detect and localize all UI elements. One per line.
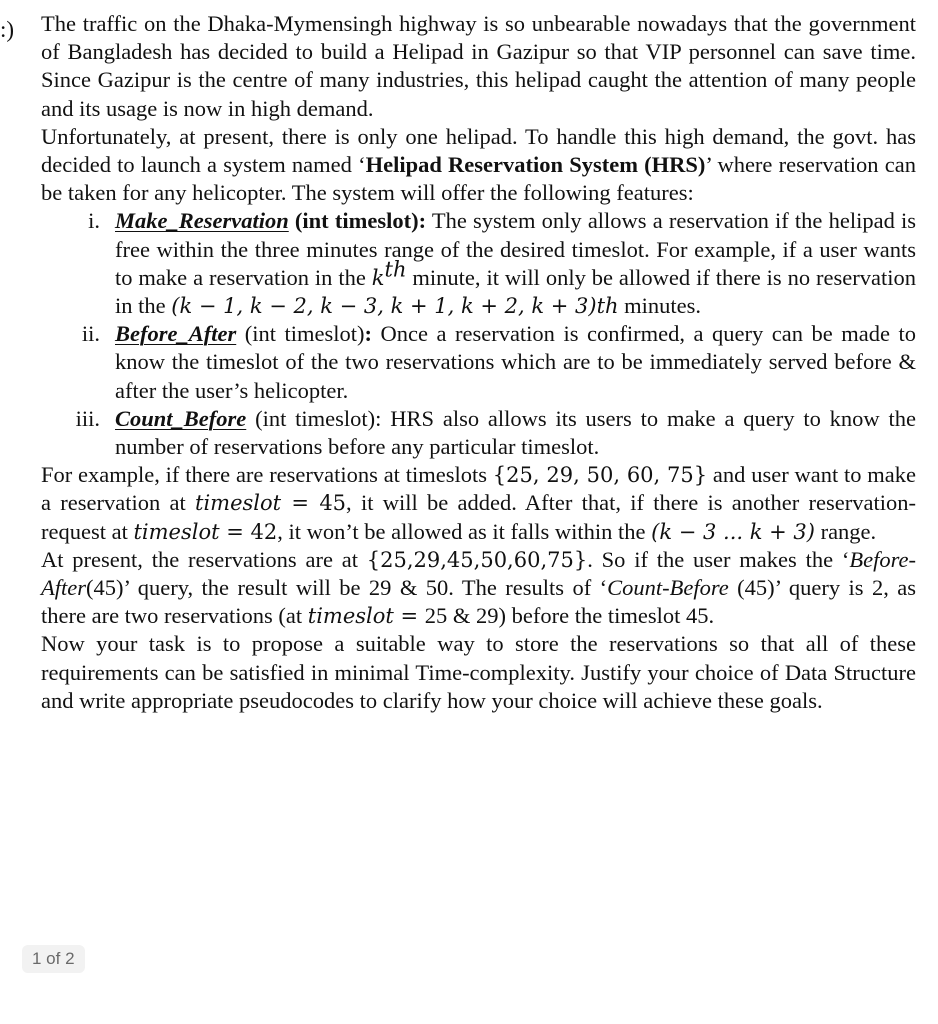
count-before-call: Count-Before: [607, 575, 729, 601]
feature-name: Before_After: [115, 321, 237, 347]
math-equals: =: [393, 604, 425, 629]
math-k: k: [371, 265, 385, 290]
present-text: . So if the user makes the ‘: [587, 546, 850, 572]
document-page: [0, 6, 938, 715]
feature-number: iii.: [75, 405, 100, 431]
math-equals: = 45: [281, 491, 347, 516]
present-text: (45)’ query is 2, as there are two reservations (at: [41, 575, 916, 629]
feature-text: Once a reservation is confirmed, a query can be made to know the timeslot of the two reservations which are to be immediately served before & after the user’s helicopter.: [115, 321, 916, 403]
feature-colon: :: [364, 321, 372, 347]
feature-number: ii.: [81, 321, 100, 347]
question-number: :): [0, 17, 15, 42]
feature-text-3: minutes.: [618, 293, 702, 319]
example-text: , it will be added. After that, if there is another reservation-request at: [41, 490, 916, 544]
present-text: 25 & 29) before the timeslot 45.: [424, 603, 715, 629]
present-paragraph: [0, 546, 938, 631]
math-set: {25, 29, 50, 60, 75}: [492, 463, 708, 488]
feature-name: Make_Reservation: [115, 208, 289, 234]
feature-signature: (int timeslot): [288, 208, 419, 234]
feature-text: The system only allows a reservation if the helipad is free within the three minutes range of the desired timeslot. For example, if a user wants to make a reservation in the: [115, 208, 916, 290]
feature-colon: :: [418, 208, 427, 234]
feature-item-count-before: [0, 405, 938, 461]
example-text: , it won’t be allowed as it falls within the: [277, 518, 652, 544]
feature-item-make-reservation: [0, 207, 938, 320]
feature-number: i.: [88, 208, 100, 234]
feature-name: Count_Before: [115, 405, 247, 431]
feature-signature: (int timeslot): [246, 405, 376, 431]
feature-text: HRS also allows its users to make a query to know the number of reservations before any particular timeslot.: [115, 405, 916, 460]
before-after-call: Before-After: [41, 546, 916, 601]
math-timeslot: timeslot: [307, 604, 394, 629]
math-range: (k − 1, k − 2, k − 3, k + 1, k + 2, k + 3)th: [171, 294, 619, 319]
system-paragraph-prefix: Unfortunately, at present, there is only one helipad. To handle this high demand, the govt. has decided to launch a system named ‘: [41, 123, 916, 178]
math-set: {25,29,45,50,60,75}: [366, 547, 588, 572]
feature-list: [0, 207, 938, 461]
intro-paragraph: The traffic on the Dhaka-Mymensingh highway is so unbearable nowadays that the government of Bangladesh has decided to build a Helipad in Gazipur so that VIP personnel can save time. Since Gazipur is the centre of many industries, this helipad caught the attention of many people and its usage is now in high demand.: [41, 11, 916, 121]
system-paragraph-suffix: ’ where reservation can be taken for any helicopter. The system will offer the following features:: [41, 152, 916, 206]
math-range: (k − 3 ... k + 3): [651, 519, 815, 544]
feature-item-before-after: [0, 320, 938, 405]
math-equals: = 42: [219, 519, 278, 544]
system-name: Helipad Reservation System (HRS): [365, 152, 706, 178]
math-superscript: th: [384, 257, 407, 282]
example-paragraph: [0, 461, 938, 546]
present-text: (45)’ query, the result will be 29 & 50. The results of ‘: [86, 575, 608, 601]
present-text: At present, the reservations are at: [41, 546, 367, 572]
feature-signature: (int timeslot): [236, 321, 365, 347]
system-paragraph: [0, 123, 938, 208]
math-timeslot: timeslot: [133, 519, 220, 544]
page-indicator: 1 of 2: [22, 945, 85, 973]
feature-colon: :: [375, 405, 382, 431]
example-text: and user want to make a reservation at: [41, 462, 916, 516]
example-text: For example, if there are reservations at timeslots: [41, 462, 493, 488]
math-timeslot: timeslot: [195, 491, 282, 516]
example-text: range.: [814, 518, 877, 544]
feature-text-2: minute, it will only be allowed if there is no reservation in the: [115, 264, 916, 319]
task-paragraph: Now your task is to propose a suitable way to store the reservations so that all of these requirements can be satisfied in minimal Time-complexity. Justify your choice of Data Structure and write appropriate pseudocodes to clarify how your choice will achieve these goals.: [41, 631, 916, 713]
